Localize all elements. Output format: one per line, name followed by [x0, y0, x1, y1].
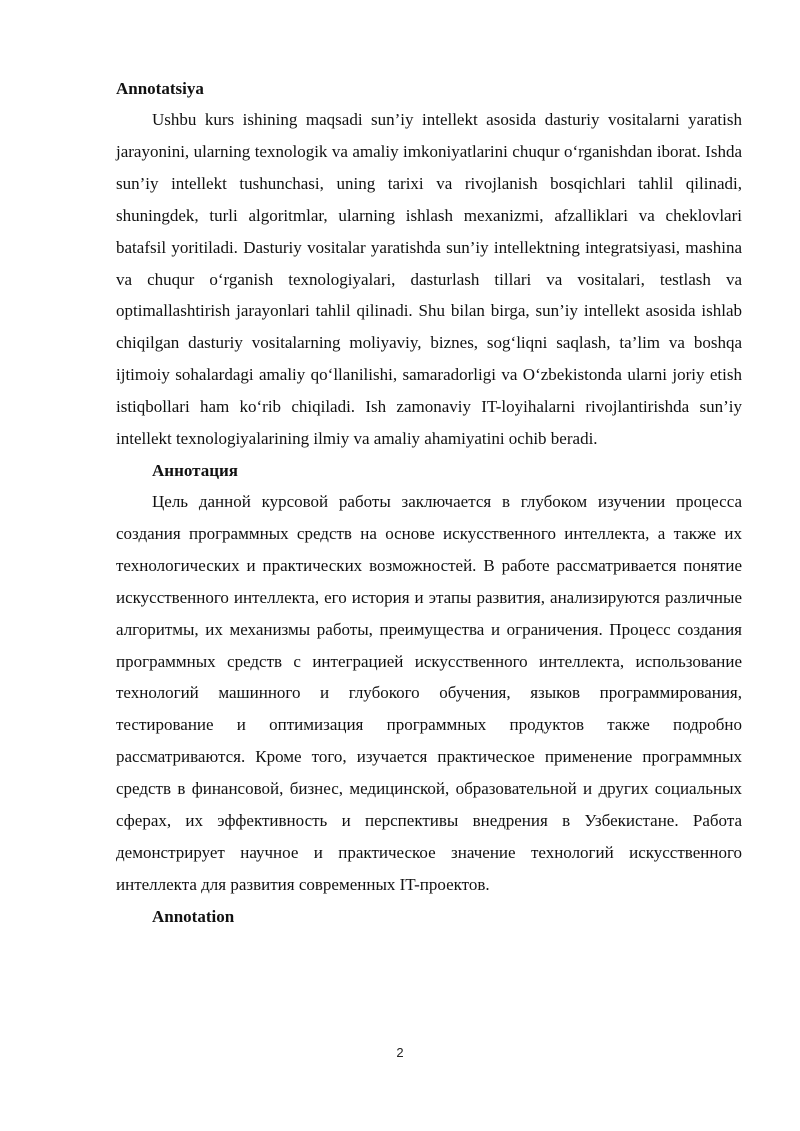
- section-heading-russian: Аннотация: [152, 460, 238, 480]
- page-content: [116, 73, 742, 932]
- abstract-paragraph-russian: Цель данной курсовой работы заключается в глубоком изучении процесса создания программных средств на основе искусственного интеллекта, а также их технологических и практических возможностей. В работе рассматривается понятие искусственного интеллекта, его история и этапы развития, анализируются различные алгоритмы, их механизмы работы, преимущества и ограничения. Процесс создания программных средств с интеграцией искусственного интеллекта, использование технологий машинного и глубокого обучения, языков программирования, тестирование и оптимизация программных продуктов также подробно рассматриваются. Кроме того, изучается практическое применение программных средств в финансовой, бизнес, медицинской, образовательной и других социальных сферах, их эффективность и перспективы внедрения в Узбекистане. Работа демонстрирует научное и практическое значение технологий искусственного интеллекта для развития современных IT-проектов.: [116, 491, 742, 894]
- section-heading-uzbek: Annotatsiya: [116, 79, 204, 98]
- abstract-paragraph-uzbek: Ushbu kurs ishining maqsadi sun’iy intellekt asosida dasturiy vositalarni yaratish jarayonini, ularning texnologik va amaliy imkoniyatlarini chuqur o‘rganishdan iborat. Ishda sun’iy intellekt tushunchasi, uning tarixi va rivojlanish bosqichlari tahlil qilinadi, shuningdek, turli algoritmlar, ularning ishlash mexanizmi, afzalliklari va cheklovlari batafsil yoritiladi. Dasturiy vositalar yaratishda sun’iy intellektning integratsiyasi, mashina va chuqur o‘rganish texnologiyalari, dasturlash tillari va vositalari, testlash va optimallashtirish jarayonlari tahlil qilinadi. Shu bilan birga, sun’iy intellekt asosida ishlab chiqilgan dasturiy vositalarning moliyaviy, biznes, sog‘liqni saqlash, ta’lim va boshqa ijtimoiy sohalardagi amaliy qo‘llanilishi, samaradorligi va O‘zbekistonda ularni joriy etish istiqbollari ham ko‘rib chiqiladi. Ish zamonaviy IT-loyihalarni rivojlantirishda sun’iy intellekt texnologiyalarining ilmiy va amaliy ahamiyatini ochib beradi.: [116, 110, 742, 449]
- section-heading-english: Annotation: [152, 906, 235, 926]
- page-number: 2: [396, 1045, 404, 1060]
